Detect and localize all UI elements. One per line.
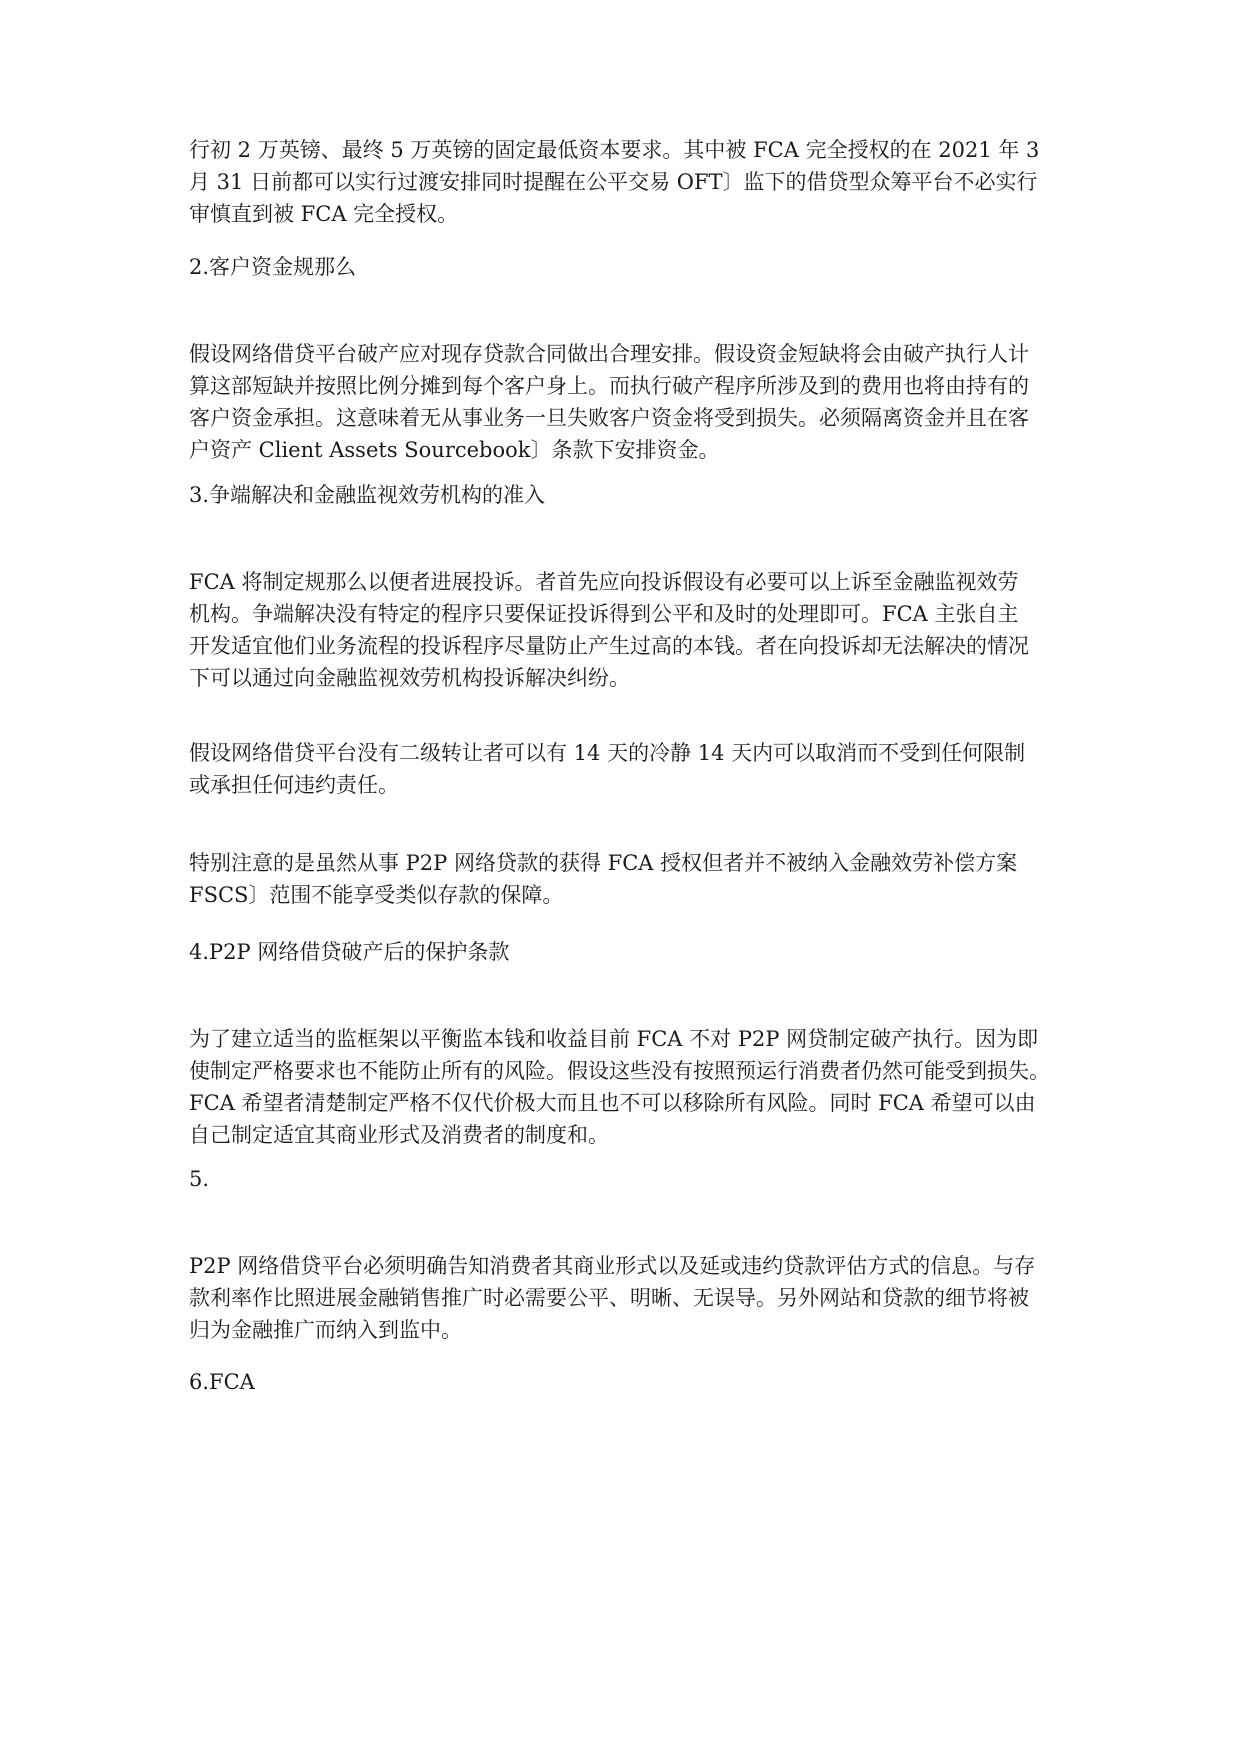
paragraph-client-money — [189, 338, 1069, 466]
section-heading-dispute-resolution — [189, 479, 1069, 511]
section-heading-insolvency-protection — [189, 936, 1069, 968]
text-line: 自己制定适宜其商业形式及消费者的制度和。 — [189, 1123, 609, 1147]
text-line: 归为金融推广而纳入到监中。 — [189, 1318, 462, 1342]
text-line: 假设网络借贷平台破产应对现存贷款合同做出合理安排。假设资金短缺将会由破产执行人计 — [189, 342, 1029, 366]
heading-text: 3.争端解决和金融监视效劳机构的准入 — [189, 483, 546, 507]
text-line: FCA 希望者清楚制定严格不仅代价极大而且也不可以移除所有风险。同时 FCA 希望可以由 — [189, 1091, 1036, 1115]
paragraph-dispute-resolution — [189, 566, 1069, 694]
text-line: 户资产 Client Assets Sourcebook〕条款下安排资金。 — [189, 438, 720, 462]
text-line: 为了建立适当的监框架以平衡监本钱和收益目前 FCA 不对 P2P 网贷制定破产执行。因为即 — [189, 1027, 1039, 1051]
text-line: 假设网络借贷平台没有二级转让者可以有 14 天的冷静 14 天内可以取消而不受到任何限制 — [189, 741, 1026, 765]
text-line: FCA 将制定规那么以便者进展投诉。者首先应向投诉假设有必要可以上诉至金融监视效劳 — [189, 570, 1019, 594]
text-line: 月 31 日前都可以实行过渡安排同时提醒在公平交易 OFT〕监下的借贷型众筹平台不必实行 — [189, 170, 1038, 194]
paragraph-cooling-off — [189, 737, 1069, 801]
text-line: P2P 网络借贷平台必须明确告知消费者其商业形式以及延或违约贷款评估方式的信息。与存 — [189, 1254, 1036, 1278]
text-line: FSCS〕范围不能享受类似存款的保障。 — [189, 883, 564, 907]
paragraph-minimum-capital — [189, 134, 1069, 230]
heading-text: 5. — [189, 1167, 210, 1191]
section-heading-client-money — [189, 251, 1069, 283]
text-line: 开发适宜他们业务流程的投诉程序尽量防止产生过高的本钱。者在向投诉却无法解决的情况 — [189, 634, 1029, 658]
text-line: 使制定严格要求也不能防止所有的风险。假设这些没有按照预运行消费者仍然可能受到损失。 — [189, 1059, 1050, 1083]
section-heading-fca — [189, 1366, 1069, 1398]
text-line: 或承担任何违约责任。 — [189, 773, 399, 797]
section-heading-5 — [189, 1163, 1069, 1195]
text-line: 审慎直到被 FCA 完全授权。 — [189, 202, 459, 226]
paragraph-fscs — [189, 847, 1069, 911]
paragraph-insolvency-protection — [189, 1023, 1069, 1151]
text-line: 款利率作比照进展金融销售推广时必需要公平、明晰、无误导。另外网站和贷款的细节将被 — [189, 1286, 1029, 1310]
heading-text: 4.P2P 网络借贷破产后的保护条款 — [189, 940, 510, 964]
text-line: 机构。争端解决没有特定的程序只要保证投诉得到公平和及时的处理即可。FCA 主张自主 — [189, 602, 1019, 626]
text-line: 行初 2 万英镑、最终 5 万英镑的固定最低资本要求。其中被 FCA 完全授权的在 2021 年 3 — [189, 138, 1040, 162]
paragraph-disclosure — [189, 1250, 1069, 1346]
text-line: 客户资金承担。这意味着无从事业务一旦失败客户资金将受到损失。必须隔离资金并且在客 — [189, 406, 1029, 430]
text-line: 下可以通过向金融监视效劳机构投诉解决纠纷。 — [189, 666, 630, 690]
heading-text: 2.客户资金规那么 — [189, 255, 357, 279]
heading-text: 6.FCA — [189, 1370, 255, 1394]
text-line: 算这部短缺并按照比例分摊到每个客户身上。而执行破产程序所涉及到的费用也将由持有的 — [189, 374, 1029, 398]
text-line: 特别注意的是虽然从事 P2P 网络贷款的获得 FCA 授权但者并不被纳入金融效劳补偿方案 — [189, 851, 1018, 875]
